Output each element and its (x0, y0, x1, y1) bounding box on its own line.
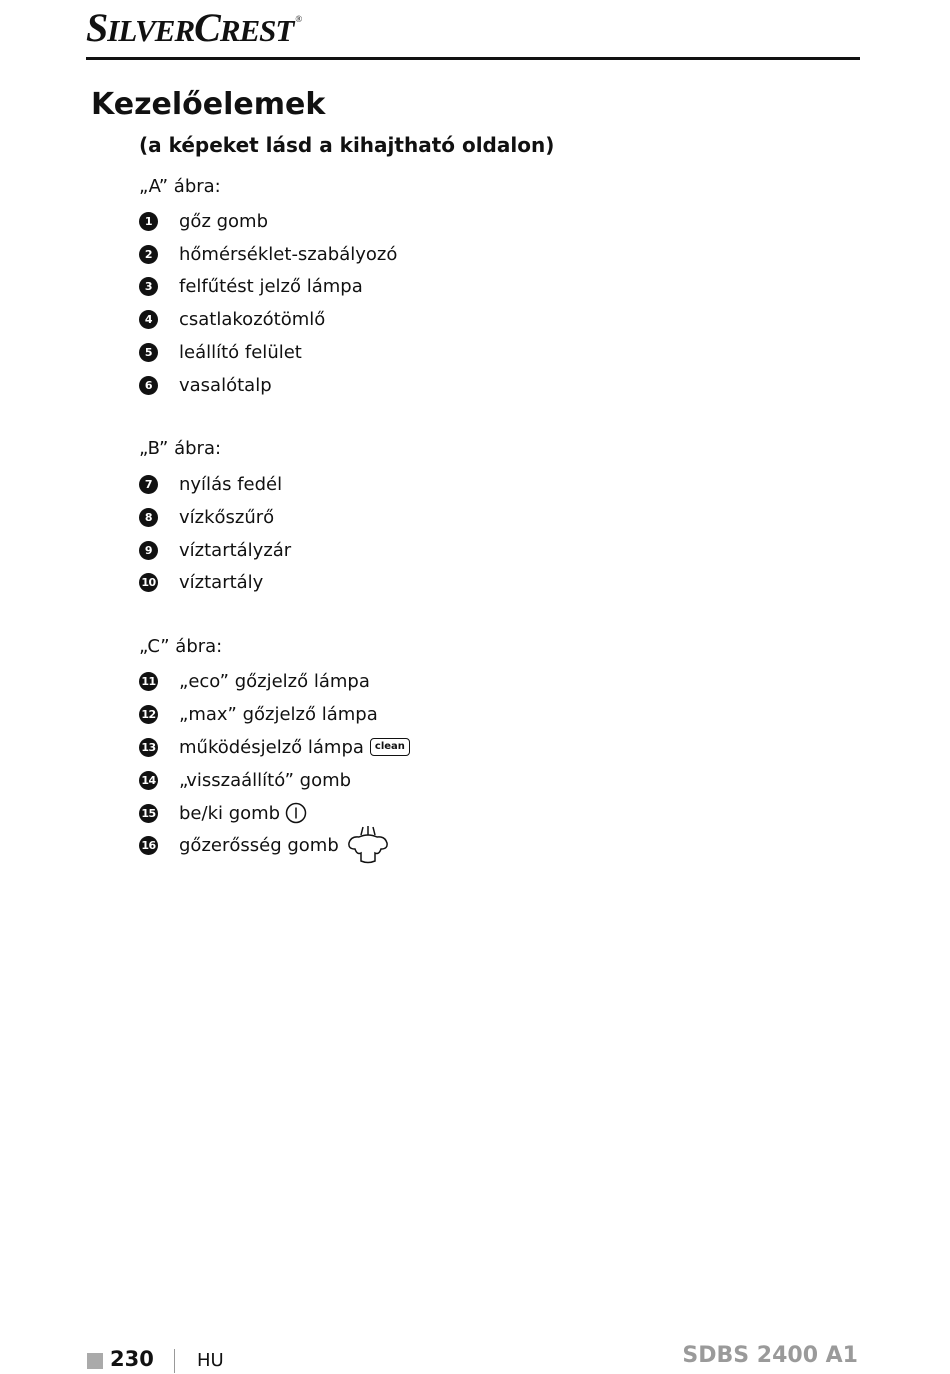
figure-c-label: „C” ábra: (139, 636, 223, 657)
item-number: 11 (139, 672, 158, 691)
item-label: hőmérséklet-szabályozó (179, 243, 398, 265)
item-label: leállító felület (179, 341, 302, 363)
list-item (139, 339, 302, 365)
item-number: 7 (139, 475, 158, 494)
figure-a-label: „A” ábra: (139, 176, 221, 197)
item-number: 16 (139, 836, 158, 855)
item-number: 8 (139, 508, 158, 527)
list-item (139, 306, 326, 332)
steam-icon (344, 825, 392, 865)
list-item (139, 767, 352, 793)
item-number: 14 (139, 771, 158, 790)
figure-b-label: „B” ábra: (139, 438, 222, 459)
item-number: 2 (139, 245, 158, 264)
header-rule (86, 57, 860, 60)
item-number: 3 (139, 277, 158, 296)
list-item (139, 668, 370, 694)
item-label: víztartályzár (179, 539, 292, 561)
item-label: „eco” gőzjelző lámpa (179, 670, 370, 692)
item-label: vasalótalp (179, 374, 272, 396)
item-number: 15 (139, 804, 158, 823)
list-item (139, 273, 363, 299)
item-label: vízkőszűrő (179, 506, 275, 528)
list-item (139, 800, 281, 826)
list-item (139, 372, 272, 398)
list-item (139, 241, 398, 267)
language-code: HU (197, 1350, 224, 1371)
list-item (139, 537, 292, 563)
item-label: működésjelző lámpa clean (179, 737, 410, 758)
page-title: Kezelőelemek (91, 87, 326, 122)
list-item (139, 208, 269, 234)
power-icon (285, 802, 307, 824)
list-item (139, 734, 405, 760)
item-number: 9 (139, 541, 158, 560)
list-item (139, 504, 275, 530)
item-label: víztartály (179, 571, 264, 593)
model-number: SDBS 2400 A1 (682, 1343, 858, 1368)
item-number: 10 (139, 573, 158, 592)
page-subtitle: (a képeket lásd a kihajtható oldalon) (139, 133, 555, 157)
list-item (139, 471, 283, 497)
item-label: csatlakozótömlő (179, 308, 326, 330)
footer-marker (87, 1353, 103, 1369)
item-label: nyílás fedél (179, 473, 283, 495)
item-label: felfűtést jelző lámpa (179, 275, 363, 297)
item-number: 1 (139, 212, 158, 231)
clean-badge-icon: clean (370, 738, 410, 756)
item-label: „visszaállító” gomb (179, 769, 352, 791)
list-item (139, 701, 378, 727)
item-number: 6 (139, 376, 158, 395)
item-label: gőzerősség gomb (179, 825, 392, 865)
list-item (139, 569, 264, 595)
item-label: be/ki gomb (179, 802, 307, 824)
item-number: 5 (139, 343, 158, 362)
item-number: 12 (139, 705, 158, 724)
footer-divider (174, 1349, 175, 1373)
silvercrest-logo: SILVERCREST ® (86, 5, 302, 50)
page-number: 230 (110, 1347, 154, 1371)
item-number: 4 (139, 310, 158, 329)
item-label: „max” gőzjelző lámpa (179, 703, 378, 725)
list-item (139, 832, 339, 858)
item-label: gőz gomb (179, 210, 269, 232)
item-number: 13 (139, 738, 158, 757)
